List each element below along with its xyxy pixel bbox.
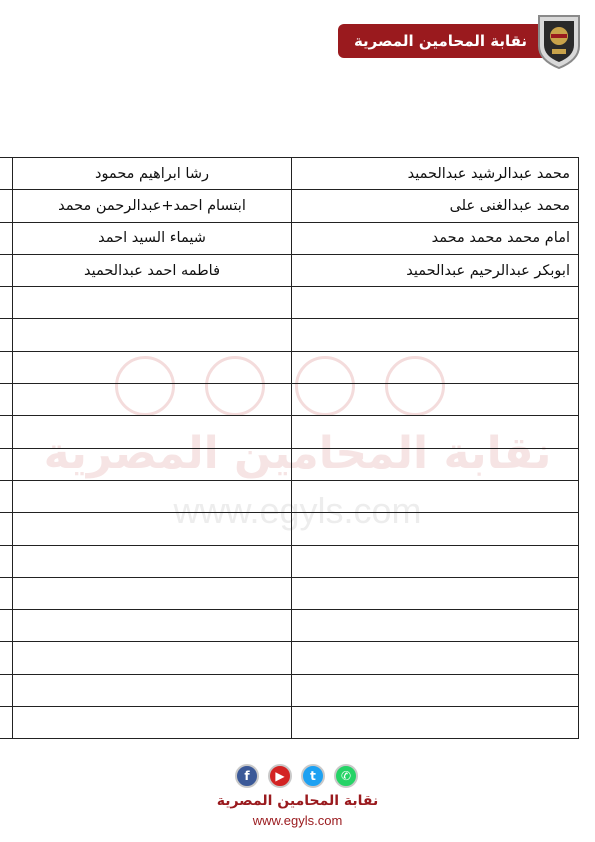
table-cell-right xyxy=(292,642,579,674)
table-cell-right: محمد عبدالرشيد عبدالحميد xyxy=(292,158,579,190)
table-row xyxy=(0,351,579,383)
table-cell-left-edge xyxy=(0,319,13,351)
table-cell-right xyxy=(292,416,579,448)
table-cell-right xyxy=(292,577,579,609)
table-cell-middle xyxy=(13,545,292,577)
table-row xyxy=(0,416,579,448)
table-cell-left-edge xyxy=(0,642,13,674)
table-cell-left-edge xyxy=(0,416,13,448)
table-cell-left-edge xyxy=(0,577,13,609)
footer-syndicate-name: نقابة المحامين المصرية xyxy=(216,793,379,809)
header-title: نقابة المحامين المصرية xyxy=(338,24,543,58)
names-table xyxy=(0,157,579,739)
table-cell-right: محمد عبدالغنى على xyxy=(292,190,579,222)
table-cell-right xyxy=(292,545,579,577)
table-cell-middle xyxy=(13,287,292,319)
facebook-icon[interactable]: f xyxy=(235,764,259,788)
table-cell-left-edge xyxy=(0,222,13,254)
table-body xyxy=(0,158,579,739)
table-row xyxy=(0,190,579,222)
lawyers-syndicate-crest-icon xyxy=(535,12,583,70)
table-cell-right xyxy=(292,707,579,739)
table-cell-left-edge xyxy=(0,351,13,383)
table-cell-right xyxy=(292,384,579,416)
table-cell-right xyxy=(292,319,579,351)
table-row xyxy=(0,287,579,319)
table-cell-middle xyxy=(13,674,292,706)
table-row xyxy=(0,480,579,512)
table-cell-left-edge xyxy=(0,480,13,512)
twitter-icon[interactable]: t xyxy=(301,764,325,788)
table-cell-middle xyxy=(13,448,292,480)
table-cell-left-edge xyxy=(0,513,13,545)
table-cell-middle: ابتسام احمد+عبدالرحمن محمد xyxy=(13,190,292,222)
table-cell-middle xyxy=(13,642,292,674)
table-cell-middle: رشا ابراهيم محمود xyxy=(13,158,292,190)
table-cell-left-edge xyxy=(0,287,13,319)
table-cell-right xyxy=(292,448,579,480)
table-cell-middle xyxy=(13,384,292,416)
table-cell-left-edge xyxy=(0,158,13,190)
table-cell-middle xyxy=(13,480,292,512)
table-cell-right xyxy=(292,610,579,642)
table-cell-left-edge xyxy=(0,674,13,706)
table-cell-middle: شيماء السيد احمد xyxy=(13,222,292,254)
youtube-icon[interactable]: ▶ xyxy=(268,764,292,788)
table-row xyxy=(0,642,579,674)
table-row xyxy=(0,610,579,642)
table-cell-middle xyxy=(13,610,292,642)
table-row xyxy=(0,222,579,254)
table-cell-middle: فاطمه احمد عبدالحميد xyxy=(13,254,292,286)
whatsapp-icon[interactable]: ✆ xyxy=(334,764,358,788)
table-cell-right xyxy=(292,287,579,319)
footer xyxy=(0,760,595,840)
table-cell-left-edge xyxy=(0,610,13,642)
table-cell-middle xyxy=(13,577,292,609)
table-row xyxy=(0,513,579,545)
table-cell-left-edge xyxy=(0,448,13,480)
table-row xyxy=(0,674,579,706)
table-cell-left-edge xyxy=(0,254,13,286)
header-banner xyxy=(323,12,583,72)
table-cell-left-edge xyxy=(0,384,13,416)
watermark-url: www.egyls.com xyxy=(173,490,422,531)
table-row xyxy=(0,254,579,286)
table-cell-middle xyxy=(13,707,292,739)
table-cell-middle xyxy=(13,319,292,351)
table-cell-middle xyxy=(13,416,292,448)
table-cell-left-edge xyxy=(0,545,13,577)
table-row xyxy=(0,158,579,190)
table-row xyxy=(0,384,579,416)
table-cell-right xyxy=(292,513,579,545)
table-cell-left-edge xyxy=(0,707,13,739)
table-row xyxy=(0,707,579,739)
table-cell-left-edge xyxy=(0,190,13,222)
table-row xyxy=(0,545,579,577)
watermark-text: نقابة المحامين المصرية xyxy=(43,428,552,479)
table-cell-middle xyxy=(13,351,292,383)
table-cell-middle xyxy=(13,513,292,545)
social-icons-row xyxy=(235,764,361,790)
footer-website-url[interactable]: www.egyls.com xyxy=(252,813,343,828)
table-cell-right xyxy=(292,480,579,512)
table-cell-right: ابوبكر عبدالرحيم عبدالحميد xyxy=(292,254,579,286)
table-row xyxy=(0,319,579,351)
table-row xyxy=(0,448,579,480)
table-cell-right xyxy=(292,674,579,706)
table-cell-right xyxy=(292,351,579,383)
table-cell-right: امام محمد محمد محمد xyxy=(292,222,579,254)
table-row xyxy=(0,577,579,609)
